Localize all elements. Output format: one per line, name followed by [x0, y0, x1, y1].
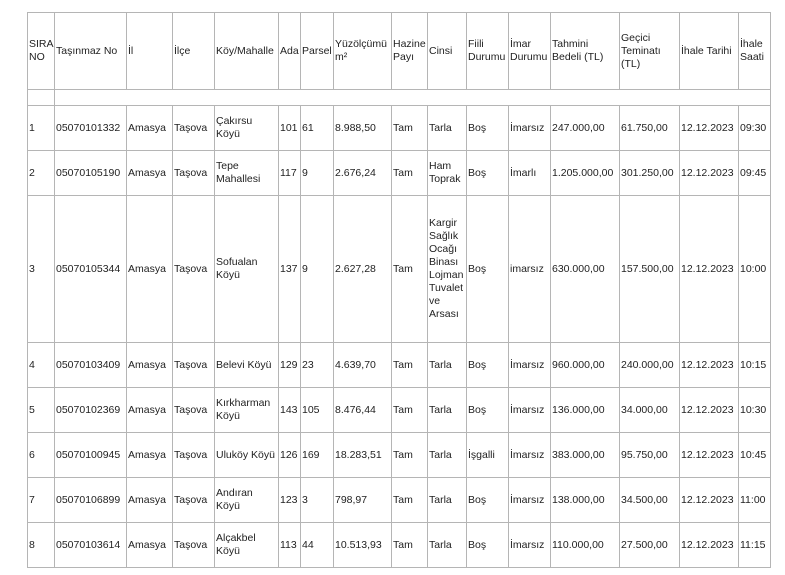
- table-cell: Tam: [392, 388, 428, 433]
- table-cell: Amasya: [127, 151, 173, 196]
- table-cell: 129: [279, 343, 301, 388]
- table-cell: 301.250,00: [620, 151, 680, 196]
- table-cell: Boş: [467, 151, 509, 196]
- table-cell: Tam: [392, 343, 428, 388]
- table-cell: Boş: [467, 196, 509, 343]
- table-cell: Amasya: [127, 196, 173, 343]
- auction-table: [27, 12, 771, 568]
- table-cell: Tam: [392, 523, 428, 568]
- table-cell: Taşova: [173, 196, 215, 343]
- table-cell: İmarsız: [509, 343, 551, 388]
- table-cell: Amasya: [127, 388, 173, 433]
- table-cell: 2.627,28: [334, 196, 392, 343]
- table-cell: İmarsız: [509, 106, 551, 151]
- table-row: [28, 106, 771, 151]
- table-cell: 05070101332: [55, 106, 127, 151]
- table-cell: Kırkharman Köyü: [215, 388, 279, 433]
- table-cell: Tarla: [428, 106, 467, 151]
- table-cell: 8.476,44: [334, 388, 392, 433]
- table-cell: 138.000,00: [551, 478, 620, 523]
- table-cell: 798,97: [334, 478, 392, 523]
- table-cell: 3: [28, 196, 55, 343]
- table-cell: Tam: [392, 478, 428, 523]
- table-cell: İmarsız: [509, 433, 551, 478]
- table-cell: 12.12.2023: [680, 196, 739, 343]
- table-cell: Ham Toprak: [428, 151, 467, 196]
- table-cell: Amasya: [127, 523, 173, 568]
- table-cell: 630.000,00: [551, 196, 620, 343]
- header-row: [28, 13, 771, 90]
- table-cell: Taşova: [173, 388, 215, 433]
- table-cell: Taşova: [173, 478, 215, 523]
- table-cell: Tam: [392, 106, 428, 151]
- table-cell: 4: [28, 343, 55, 388]
- table-cell: 960.000,00: [551, 343, 620, 388]
- table-cell: 6: [28, 433, 55, 478]
- table-cell: 117: [279, 151, 301, 196]
- header-cell: Tahmini Bedeli (TL): [551, 13, 620, 90]
- header-cell: İmar Durumu: [509, 13, 551, 90]
- table-cell: 10:15: [739, 343, 771, 388]
- table-cell: Amasya: [127, 433, 173, 478]
- table-cell: 11:00: [739, 478, 771, 523]
- table-cell: Boş: [467, 388, 509, 433]
- table-cell: 12.12.2023: [680, 343, 739, 388]
- table-cell: 143: [279, 388, 301, 433]
- header-cell: Köy/Mahalle: [215, 13, 279, 90]
- table-cell: 8: [28, 523, 55, 568]
- table-cell: 05070103409: [55, 343, 127, 388]
- table-cell: 1.205.000,00: [551, 151, 620, 196]
- table-cell: Tarla: [428, 433, 467, 478]
- table-cell: 12.12.2023: [680, 388, 739, 433]
- table-cell: Boş: [467, 106, 509, 151]
- table-row: [28, 388, 771, 433]
- table-cell: 113: [279, 523, 301, 568]
- table-cell: İmarlı: [509, 151, 551, 196]
- table-cell: 137: [279, 196, 301, 343]
- table-cell: 3: [301, 478, 334, 523]
- table-cell: Boş: [467, 478, 509, 523]
- table-cell: Uluköy Köyü: [215, 433, 279, 478]
- table-cell: Taşova: [173, 151, 215, 196]
- table-cell: 169: [301, 433, 334, 478]
- table-cell: İmarsız: [509, 523, 551, 568]
- table-cell: 44: [301, 523, 334, 568]
- table-cell: Tepe Mahallesi: [215, 151, 279, 196]
- table-cell: 12.12.2023: [680, 151, 739, 196]
- table-cell: Sofualan Köyü: [215, 196, 279, 343]
- table-cell: 09:30: [739, 106, 771, 151]
- table-cell: 101: [279, 106, 301, 151]
- table-cell: Taşova: [173, 433, 215, 478]
- header-cell: Yüzölçümü m²: [334, 13, 392, 90]
- table-cell: Taşova: [173, 106, 215, 151]
- table-row: [28, 151, 771, 196]
- table-cell: 123: [279, 478, 301, 523]
- table-cell: Tarla: [428, 388, 467, 433]
- table-cell: 157.500,00: [620, 196, 680, 343]
- table-cell: Amasya: [127, 343, 173, 388]
- header-cell: Fiili Durumu: [467, 13, 509, 90]
- table-row: [28, 343, 771, 388]
- table-cell: Kargir Sağlık Ocağı Binası Lojman Tuvalet ve Arsası: [428, 196, 467, 343]
- table-cell: 1: [28, 106, 55, 151]
- table-cell: 18.283,51: [334, 433, 392, 478]
- table-cell: 23: [301, 343, 334, 388]
- table-cell: Tam: [392, 433, 428, 478]
- table-cell: 105: [301, 388, 334, 433]
- table-cell: 95.750,00: [620, 433, 680, 478]
- table-cell: İmarsız: [509, 388, 551, 433]
- header-cell: İl: [127, 13, 173, 90]
- blank-cell: [55, 90, 771, 106]
- table-cell: Alçakbel Köyü: [215, 523, 279, 568]
- table-cell: Tam: [392, 151, 428, 196]
- table-cell: İmarsız: [509, 478, 551, 523]
- header-cell: Geçici Teminatı (TL): [620, 13, 680, 90]
- table-cell: 10:30: [739, 388, 771, 433]
- table-cell: 10:45: [739, 433, 771, 478]
- table-cell: 247.000,00: [551, 106, 620, 151]
- table-cell: Andıran Köyü: [215, 478, 279, 523]
- table-cell: Boş: [467, 343, 509, 388]
- table-cell: Boş: [467, 523, 509, 568]
- table-row: [28, 478, 771, 523]
- table-row: [28, 433, 771, 478]
- header-cell: İhale Tarihi: [680, 13, 739, 90]
- table-cell: Tarla: [428, 478, 467, 523]
- table-cell: Tarla: [428, 343, 467, 388]
- table-row: [28, 196, 771, 343]
- table-cell: 2.676,24: [334, 151, 392, 196]
- table-cell: 61: [301, 106, 334, 151]
- table-cell: 11:15: [739, 523, 771, 568]
- blank-cell: [28, 90, 55, 106]
- table-cell: 34.500,00: [620, 478, 680, 523]
- table-cell: 4.639,70: [334, 343, 392, 388]
- table-cell: 34.000,00: [620, 388, 680, 433]
- table-cell: 110.000,00: [551, 523, 620, 568]
- table-cell: 126: [279, 433, 301, 478]
- table-cell: İşgalli: [467, 433, 509, 478]
- table-cell: Tam: [392, 196, 428, 343]
- header-cell: Taşınmaz No: [55, 13, 127, 90]
- header-cell: SIRA NO: [28, 13, 55, 90]
- table-cell: 9: [301, 196, 334, 343]
- table-cell: 10:00: [739, 196, 771, 343]
- table-cell: 05070105344: [55, 196, 127, 343]
- table-cell: 383.000,00: [551, 433, 620, 478]
- table-cell: 27.500,00: [620, 523, 680, 568]
- table-cell: 05070100945: [55, 433, 127, 478]
- header-cell: İhale Saati: [739, 13, 771, 90]
- table-cell: 10.513,93: [334, 523, 392, 568]
- table-cell: 12.12.2023: [680, 478, 739, 523]
- table-cell: 7: [28, 478, 55, 523]
- table-cell: 12.12.2023: [680, 523, 739, 568]
- spacer-row: [28, 90, 771, 106]
- table-cell: 05070105190: [55, 151, 127, 196]
- table-cell: 240.000,00: [620, 343, 680, 388]
- table-cell: 12.12.2023: [680, 106, 739, 151]
- table-cell: 09:45: [739, 151, 771, 196]
- table-cell: Amasya: [127, 106, 173, 151]
- table-cell: imarsız: [509, 196, 551, 343]
- header-cell: Hazine Payı: [392, 13, 428, 90]
- table-cell: Çakırsu Köyü: [215, 106, 279, 151]
- header-cell: Cinsi: [428, 13, 467, 90]
- header-cell: Ada: [279, 13, 301, 90]
- table-cell: 12.12.2023: [680, 433, 739, 478]
- table-cell: 9: [301, 151, 334, 196]
- table-cell: 8.988,50: [334, 106, 392, 151]
- header-cell: Parsel: [301, 13, 334, 90]
- table-cell: Tarla: [428, 523, 467, 568]
- table-cell: 05070106899: [55, 478, 127, 523]
- table-cell: Belevi Köyü: [215, 343, 279, 388]
- table-row: [28, 523, 771, 568]
- table-cell: Taşova: [173, 523, 215, 568]
- table-cell: 05070102369: [55, 388, 127, 433]
- table-cell: 61.750,00: [620, 106, 680, 151]
- table-cell: Taşova: [173, 343, 215, 388]
- table-cell: 5: [28, 388, 55, 433]
- table-cell: 2: [28, 151, 55, 196]
- table-cell: 136.000,00: [551, 388, 620, 433]
- header-cell: İlçe: [173, 13, 215, 90]
- table-cell: 05070103614: [55, 523, 127, 568]
- table-cell: Amasya: [127, 478, 173, 523]
